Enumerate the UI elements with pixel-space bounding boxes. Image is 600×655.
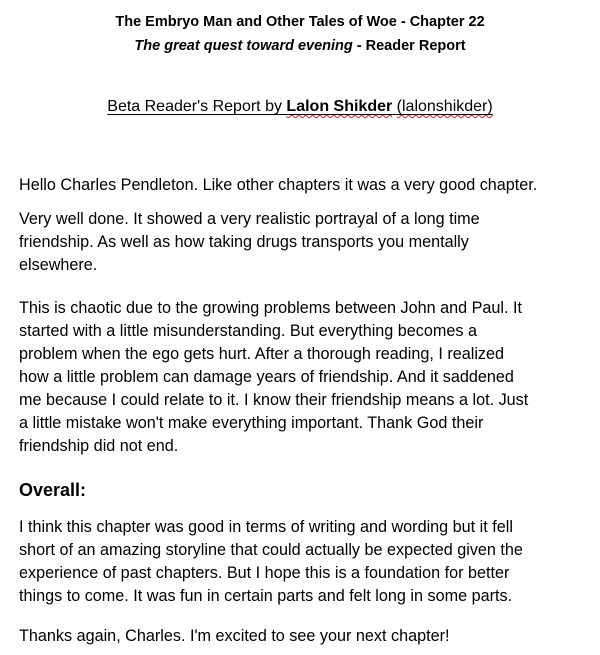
document-title xyxy=(0,13,600,31)
paragraph-praise xyxy=(19,208,597,277)
reader-name: Lalon Shikder xyxy=(286,98,393,115)
paragraph-line: elsewhere. xyxy=(19,256,98,274)
paragraph-line: friendship did not end. xyxy=(19,437,179,455)
document-subtitle xyxy=(0,37,600,55)
overall-heading: Overall: xyxy=(19,480,87,500)
paragraph-line: This is chaotic due to the growing problems between John and Paul. It xyxy=(19,299,523,317)
byline-text xyxy=(107,97,492,117)
byline-prefix: Beta Reader's Report by xyxy=(107,98,287,115)
paragraph-line: me because I could relate to it. I know their friendship means a lot. Just xyxy=(19,391,529,409)
paragraph-line: how a little problem can damage years of friendship. And it saddened xyxy=(19,368,514,386)
paragraph-line: short of an amazing storyline that could actually be expected given the xyxy=(19,541,523,559)
paragraph-line: I think this chapter was good in terms of writing and wording but it fell xyxy=(19,518,513,536)
paragraph-line: Hello Charles Pendleton. Like other chapters it was a very good chapter. xyxy=(19,176,538,194)
paragraph-line: Thanks again, Charles. I'm excited to see your next chapter! xyxy=(19,627,450,645)
paragraph-line: a little mistake won't make everything important. Thank God their xyxy=(19,414,484,432)
paragraph-line: experience of past chapters. But I hope this is a foundation for better xyxy=(19,564,510,582)
byline xyxy=(0,97,600,117)
paragraph-line: Very well done. It showed a very realistic portrayal of a long time xyxy=(19,210,480,228)
paragraph-overall xyxy=(19,516,597,608)
paragraph-line: things to come. It was fun in certain parts and felt long in some parts. xyxy=(19,587,513,605)
chapter-title: The great quest toward evening xyxy=(134,38,353,54)
title-text: The Embryo Man and Other Tales of Woe - Chapter 22 xyxy=(115,14,485,30)
paragraph-line: friendship. As well as how taking drugs transports you mentally xyxy=(19,233,469,251)
paragraph-greeting xyxy=(19,174,597,197)
paragraph-line: started with a little misunderstanding. But everything becomes a xyxy=(19,322,477,340)
reader-handle: (lalonshikder) xyxy=(396,98,493,115)
report-label: - Reader Report xyxy=(352,38,466,54)
paragraph-closing xyxy=(19,625,597,648)
paragraph-line: problem when the ego gets hurt. After a thorough reading, I realized xyxy=(19,345,505,363)
paragraph-analysis xyxy=(19,297,597,458)
